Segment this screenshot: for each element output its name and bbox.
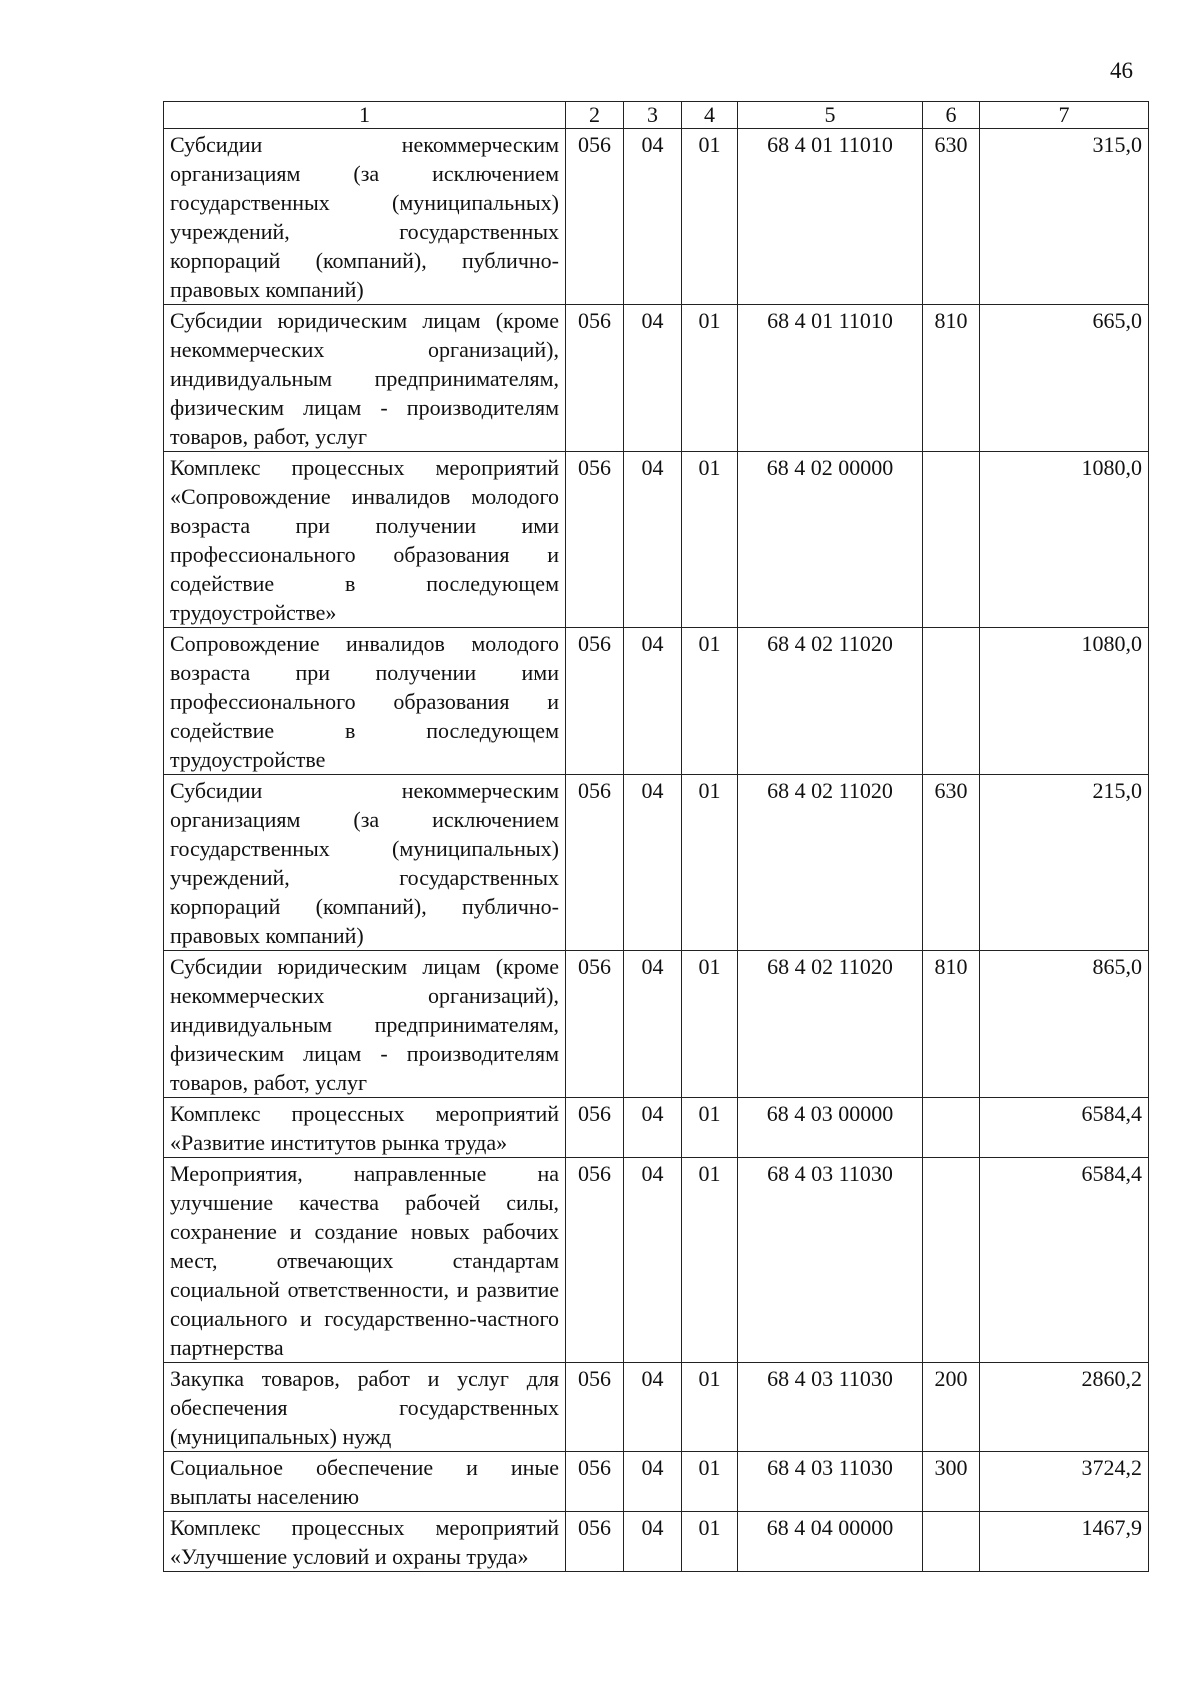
description-cell: Субсидии некоммерческим организациям (за исключением государственных (муниципальных) учреждений, государственных корпораций (компаний), публично-правовых компаний) xyxy=(164,129,566,305)
amount-cell: 865,0 xyxy=(980,951,1149,1098)
table-row xyxy=(164,1158,1149,1363)
target-article-cell: 68 4 03 11030 xyxy=(738,1363,923,1452)
code-cell: 056 xyxy=(566,628,624,775)
expense-type-cell xyxy=(923,1512,980,1572)
expense-type-cell xyxy=(923,628,980,775)
section-cell: 04 xyxy=(624,628,682,775)
subsection-cell: 01 xyxy=(682,775,738,951)
subsection-cell: 01 xyxy=(682,1363,738,1452)
header-cell: 2 xyxy=(566,102,624,129)
target-article-cell: 68 4 02 11020 xyxy=(738,628,923,775)
expense-type-cell xyxy=(923,1158,980,1363)
table-row xyxy=(164,628,1149,775)
target-article-cell: 68 4 03 11030 xyxy=(738,1452,923,1512)
amount-cell: 1467,9 xyxy=(980,1512,1149,1572)
target-article-cell: 68 4 01 11010 xyxy=(738,305,923,452)
amount-cell: 2860,2 xyxy=(980,1363,1149,1452)
header-cell: 3 xyxy=(624,102,682,129)
code-cell: 056 xyxy=(566,305,624,452)
amount-cell: 1080,0 xyxy=(980,628,1149,775)
code-cell: 056 xyxy=(566,1512,624,1572)
section-cell: 04 xyxy=(624,452,682,628)
target-article-cell: 68 4 04 00000 xyxy=(738,1512,923,1572)
description-cell: Сопровождение инвалидов молодого возраста при получении ими профессионального образования и содействие в последующем трудоустройстве xyxy=(164,628,566,775)
section-cell: 04 xyxy=(624,1512,682,1572)
header-cell: 1 xyxy=(164,102,566,129)
amount-cell: 215,0 xyxy=(980,775,1149,951)
subsection-cell: 01 xyxy=(682,951,738,1098)
expense-type-cell xyxy=(923,452,980,628)
code-cell: 056 xyxy=(566,129,624,305)
table-row xyxy=(164,1098,1149,1158)
subsection-cell: 01 xyxy=(682,305,738,452)
subsection-cell: 01 xyxy=(682,452,738,628)
table-row xyxy=(164,1452,1149,1512)
table-row xyxy=(164,305,1149,452)
code-cell: 056 xyxy=(566,1098,624,1158)
subsection-cell: 01 xyxy=(682,1098,738,1158)
amount-cell: 315,0 xyxy=(980,129,1149,305)
target-article-cell: 68 4 02 11020 xyxy=(738,951,923,1098)
expense-type-cell: 630 xyxy=(923,775,980,951)
code-cell: 056 xyxy=(566,951,624,1098)
description-cell: Комплекс процессных мероприятий «Улучшение условий и охраны труда» xyxy=(164,1512,566,1572)
section-cell: 04 xyxy=(624,305,682,452)
expense-type-cell: 810 xyxy=(923,951,980,1098)
description-cell: Социальное обеспечение и иные выплаты населению xyxy=(164,1452,566,1512)
target-article-cell: 68 4 03 00000 xyxy=(738,1098,923,1158)
section-cell: 04 xyxy=(624,951,682,1098)
description-cell: Субсидии некоммерческим организациям (за исключением государственных (муниципальных) учреждений, государственных корпораций (компаний), публично-правовых компаний) xyxy=(164,775,566,951)
description-cell: Субсидии юридическим лицам (кроме некоммерческих организаций), индивидуальным предпринимателям, физическим лицам - производителям товаров, работ, услуг xyxy=(164,305,566,452)
budget-table xyxy=(163,101,1149,1572)
subsection-cell: 01 xyxy=(682,1512,738,1572)
section-cell: 04 xyxy=(624,129,682,305)
table-row xyxy=(164,129,1149,305)
description-cell: Субсидии юридическим лицам (кроме некоммерческих организаций), индивидуальным предпринимателям, физическим лицам - производителям товаров, работ, услуг xyxy=(164,951,566,1098)
code-cell: 056 xyxy=(566,775,624,951)
section-cell: 04 xyxy=(624,775,682,951)
target-article-cell: 68 4 03 11030 xyxy=(738,1158,923,1363)
header-cell: 5 xyxy=(738,102,923,129)
expense-type-cell: 810 xyxy=(923,305,980,452)
header-row xyxy=(164,102,1149,129)
amount-cell: 665,0 xyxy=(980,305,1149,452)
expense-type-cell xyxy=(923,1098,980,1158)
amount-cell: 1080,0 xyxy=(980,452,1149,628)
target-article-cell: 68 4 02 00000 xyxy=(738,452,923,628)
description-cell: Мероприятия, направленные на улучшение качества рабочей силы, сохранение и создание новых рабочих мест, отвечающих стандартам социальной ответственности, и развитие социального и государственно-частного партнерства xyxy=(164,1158,566,1363)
description-cell: Комплекс процессных мероприятий «Развитие институтов рынка труда» xyxy=(164,1098,566,1158)
section-cell: 04 xyxy=(624,1158,682,1363)
table-row xyxy=(164,1363,1149,1452)
subsection-cell: 01 xyxy=(682,129,738,305)
amount-cell: 6584,4 xyxy=(980,1158,1149,1363)
table-row xyxy=(164,1512,1149,1572)
target-article-cell: 68 4 02 11020 xyxy=(738,775,923,951)
target-article-cell: 68 4 01 11010 xyxy=(738,129,923,305)
expense-type-cell: 630 xyxy=(923,129,980,305)
subsection-cell: 01 xyxy=(682,628,738,775)
header-cell: 7 xyxy=(980,102,1149,129)
section-cell: 04 xyxy=(624,1363,682,1452)
table-row xyxy=(164,452,1149,628)
subsection-cell: 01 xyxy=(682,1452,738,1512)
table-row xyxy=(164,775,1149,951)
header-cell: 6 xyxy=(923,102,980,129)
section-cell: 04 xyxy=(624,1098,682,1158)
expense-type-cell: 200 xyxy=(923,1363,980,1452)
description-cell: Комплекс процессных мероприятий «Сопровождение инвалидов молодого возраста при получении ими профессионального образования и содействие в последующем трудоустройстве» xyxy=(164,452,566,628)
code-cell: 056 xyxy=(566,452,624,628)
code-cell: 056 xyxy=(566,1363,624,1452)
code-cell: 056 xyxy=(566,1158,624,1363)
header-cell: 4 xyxy=(682,102,738,129)
code-cell: 056 xyxy=(566,1452,624,1512)
expense-type-cell: 300 xyxy=(923,1452,980,1512)
description-cell: Закупка товаров, работ и услуг для обеспечения государственных (муниципальных) нужд xyxy=(164,1363,566,1452)
page-number: 46 xyxy=(1110,58,1133,83)
amount-cell: 3724,2 xyxy=(980,1452,1149,1512)
amount-cell: 6584,4 xyxy=(980,1098,1149,1158)
section-cell: 04 xyxy=(624,1452,682,1512)
subsection-cell: 01 xyxy=(682,1158,738,1363)
table-row xyxy=(164,951,1149,1098)
